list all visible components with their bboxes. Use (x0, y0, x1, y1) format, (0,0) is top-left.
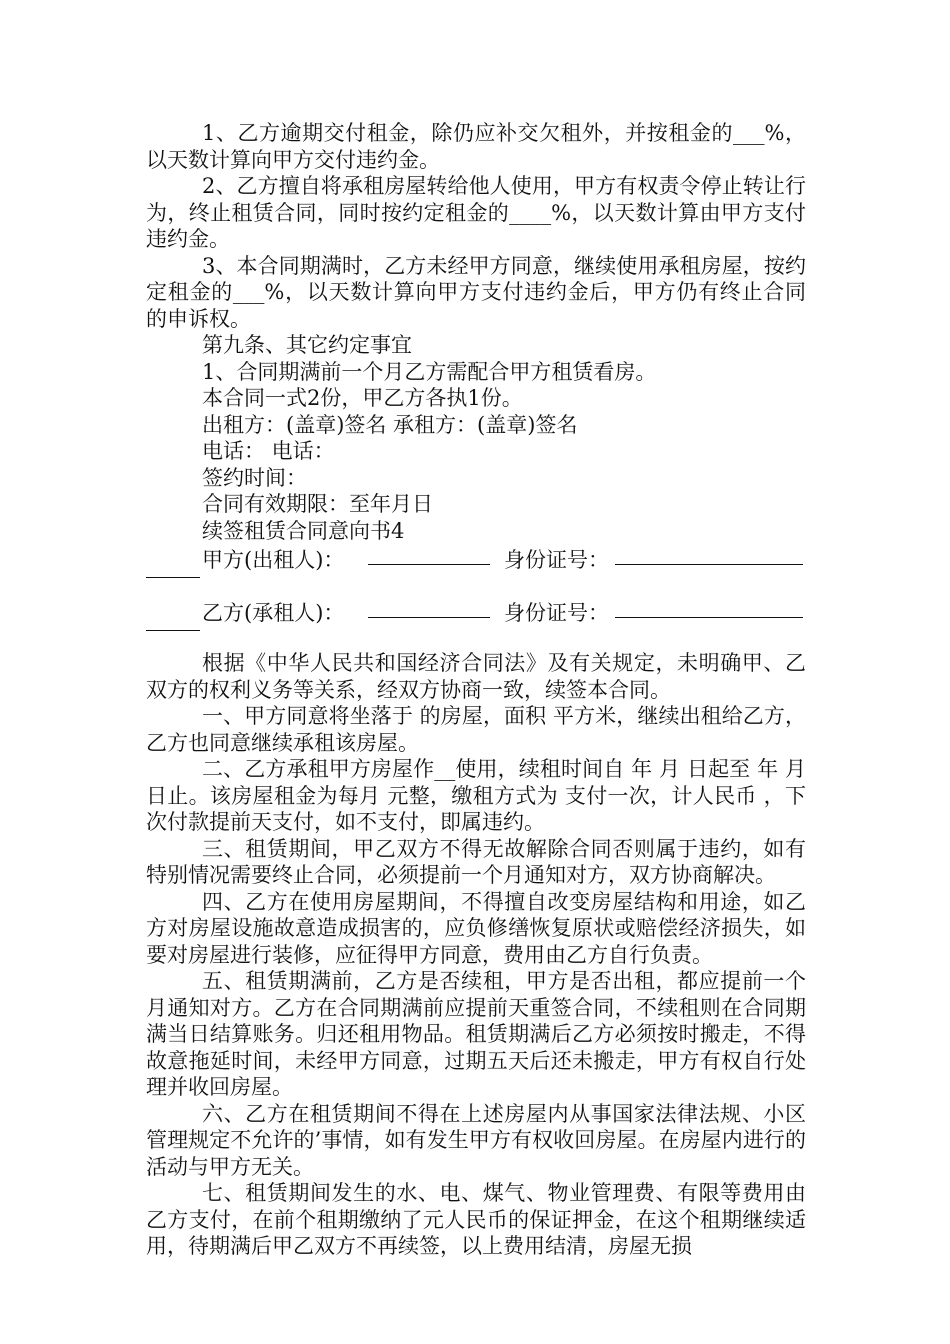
section-title: 续签租赁合同意向书4 (202, 518, 405, 543)
clause-paragraph: 一、甲方同意将坐落于 的房屋，面积 平方米，继续出租给乙方，乙方也同意继续承租该房屋。 (146, 704, 806, 755)
party-a-label: 甲方(出租人)： (202, 548, 345, 572)
party-b-label: 乙方(承租人)： (202, 601, 345, 625)
phone-line: 电话： 电话： (202, 439, 335, 463)
party-a-row (146, 544, 806, 571)
preamble-paragraph: 根据《中华人民共和国经济合同法》及有关规定，未明确甲、乙双方的权利义务等关系，经双方协商一致，续签本合同。 (146, 651, 806, 702)
party-b-row (146, 597, 806, 624)
document-body (146, 120, 806, 1260)
clause-paragraph: 3、本合同期满时，乙方未经甲方同意，继续使用承租房屋，按约定租金的___%，以天数计算向甲方支付违约金后，甲方仍有终止合同的申诉权。 (146, 253, 806, 331)
clause-paragraph: 五、租赁期满前，乙方是否续租，甲方是否出租，都应提前一个月通知对方。乙方在合同期满前应提前天重签合同，不续租则在合同期满当日结算账务。归还租用物品。租赁期满后乙方必须按时搬走，不得故意拖延时间，未经甲方同意，过期五天后还未搬走，甲方有权自行处理并收回房屋。 (146, 969, 806, 1099)
party-b-id-blank-continuation (146, 624, 806, 651)
clause-paragraph: 二、乙方承租甲方房屋作__使用，续租时间自 年 月 日起至 年 月 日止。该房屋租金为每月 元整，缴租方式为 支付一次，计人民币 ，下次付款提前天支付，如不支付，即属违约。 (146, 757, 806, 834)
clause-paragraph: 2、乙方擅自将承租房屋转给他人使用，甲方有权责令停止转让行为，终止租赁合同，同时按约定租金的____%，以天数计算由甲方支付违约金。 (146, 174, 806, 251)
copies-line: 本合同一式2份，甲乙方各执1份。 (202, 386, 523, 410)
clause-paragraph: 六、乙方在租赁期间不得在上述房屋内从事国家法律法规、小区管理规定不允许的’事情，如有发生甲方有权收回房屋。在房屋内进行的活动与甲方无关。 (146, 1101, 806, 1179)
sign-date-line: 签约时间： (202, 465, 307, 490)
clause-paragraph: 1、乙方逾期交付租金，除仍应补交欠租外，并按租金的___%，以天数计算向甲方交付违约金。 (146, 121, 806, 172)
party-b-name-blank (368, 597, 490, 618)
clause-paragraph: 四、乙方在使用房屋期间，不得擅自改变房屋结构和用途，如乙方对房屋设施故意造成损害的，应负修缮恢复原状或赔偿经济损失，如要对房屋进行装修，应征得甲方同意，费用由乙方自行负责。 (146, 889, 806, 967)
party-a-id-blank (615, 544, 803, 565)
party-b-id-label: 身份证号： (504, 601, 609, 625)
party-a-id-label: 身份证号： (504, 548, 609, 572)
underline (146, 577, 200, 578)
party-a-id-blank-continuation (146, 571, 806, 598)
party-a-name-blank (368, 544, 490, 565)
clause-line: 1、合同期满前一个月乙方需配合甲方租赁看房。 (202, 359, 657, 384)
party-b-id-blank (615, 597, 803, 618)
validity-line: 合同有效期限：至年月日 (202, 492, 433, 516)
clause-paragraph: 七、租赁期间发生的水、电、煤气、物业管理费、有限等费用由乙方支付，在前个租期缴纳了元人民币的保证押金，在这个租期继续适用，待期满后甲乙双方不再续签，以上费用结清，房屋无损 (146, 1181, 806, 1258)
clause-paragraph: 三、租赁期间，甲乙双方不得无故解除合同否则属于违约，如有特别情况需要终止合同，必须提前一个月通知对方，双方协商解决。 (146, 836, 806, 887)
article-heading: 第九条、其它约定事宜 (202, 333, 412, 357)
underline (146, 630, 200, 631)
signature-line: 出租方：(盖章)签名 承租方：(盖章)签名 (202, 412, 578, 437)
